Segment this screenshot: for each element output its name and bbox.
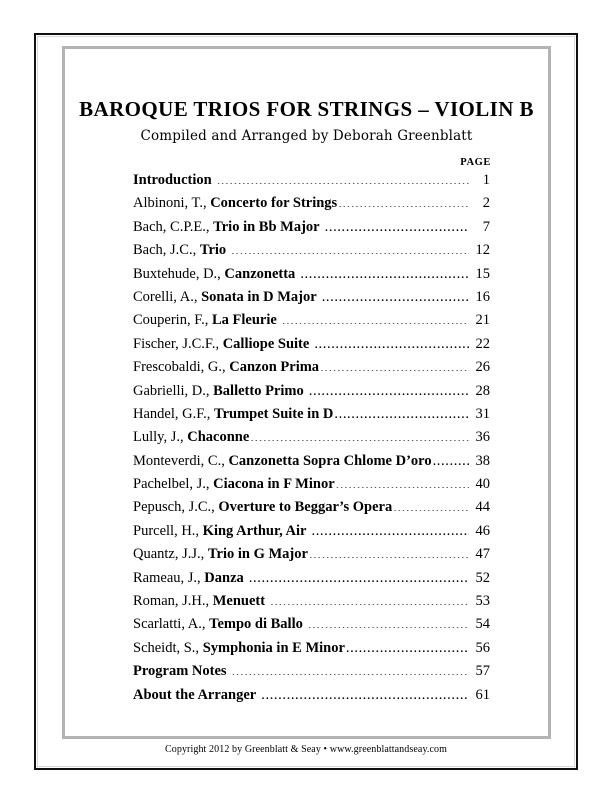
toc-dot-leader	[282, 310, 469, 325]
toc-entry-page-number: 2	[482, 195, 490, 212]
toc-entry[interactable]	[133, 473, 490, 496]
toc-dot-leader	[309, 544, 469, 559]
toc-entry-composer: Lully, J.,	[133, 429, 188, 446]
toc-entry-page-number: 57	[475, 663, 490, 680]
toc-dot-leader	[322, 286, 469, 301]
toc-entry-label	[133, 450, 432, 473]
page-subtitle: Compiled and Arranged by Deborah Greenblatt	[140, 128, 473, 145]
toc-entry-page-number: 53	[475, 593, 490, 610]
toc-entry-work: Trio	[199, 242, 227, 259]
toc-entry-page-number: 16	[475, 288, 490, 305]
toc-entry[interactable]	[133, 356, 490, 379]
toc-entry-work: Program Notes	[133, 663, 227, 680]
toc-entry-label	[133, 590, 269, 613]
toc-entry-page-number: 54	[475, 616, 490, 633]
page-title: BAROQUE TRIOS FOR STRINGS – VIOLIN B	[79, 97, 534, 121]
toc-entry-work: Trio in G Major	[207, 546, 308, 563]
title-block	[62, 98, 551, 144]
toc-entry[interactable]	[133, 263, 490, 286]
toc-entry-composer: Couperin, F.,	[133, 312, 212, 329]
toc-entry-label	[133, 380, 308, 403]
toc-dot-leader	[300, 263, 469, 278]
toc-entry-work: Tempo di Ballo	[209, 616, 303, 633]
toc-dot-leader	[231, 240, 469, 255]
toc-entry-page-number: 40	[475, 476, 490, 493]
toc-entry-page-number: 7	[482, 218, 490, 235]
toc-entry-page-number: 61	[475, 686, 490, 703]
toc-entry-composer: Quantz, J.J.,	[133, 546, 208, 563]
toc-entry[interactable]	[133, 426, 490, 449]
toc-entry-work: About the Arranger	[133, 686, 257, 703]
toc-entry-page-number: 12	[475, 242, 490, 259]
toc-entry-label	[133, 684, 260, 707]
toc-dot-leader	[270, 591, 469, 606]
toc-dot-leader	[249, 567, 469, 582]
toc-entry-work: Balletto Primo	[213, 382, 304, 399]
toc-entry-page-number: 38	[475, 452, 490, 469]
toc-entry[interactable]	[133, 496, 490, 519]
toc-entry-work: King Arthur, Air	[202, 522, 307, 539]
toc-entry-label	[133, 263, 299, 286]
toc-entry-work: Menuett	[212, 593, 266, 610]
toc-entry-label	[133, 286, 321, 309]
toc-entry-page-number: 36	[475, 429, 490, 446]
toc-entry[interactable]	[133, 286, 490, 309]
toc-entry-composer: Roman, J.H.,	[133, 593, 213, 610]
toc-entry-page-number: 47	[475, 546, 490, 563]
toc-dot-leader	[232, 661, 469, 676]
toc-entry-composer: Corelli, A.,	[133, 288, 202, 305]
page-column-header: PAGE	[460, 157, 491, 168]
toc-entry-page-number: 28	[475, 382, 490, 399]
toc-entry[interactable]	[133, 380, 490, 403]
toc-entry-composer: Fischer, J.C.F.,	[133, 335, 223, 352]
toc-entry-label	[133, 356, 319, 379]
toc-entry[interactable]	[133, 520, 490, 543]
toc-entry-composer: Frescobaldi, G.,	[133, 359, 230, 376]
toc-entry-work: Overture to Beggar’s Opera	[218, 499, 393, 516]
toc-entry-label	[133, 309, 281, 332]
toc-entry-composer: Bach, J.C.,	[133, 242, 200, 259]
toc-entry[interactable]	[133, 403, 490, 426]
toc-entry-label	[133, 613, 307, 636]
toc-entry-label	[133, 216, 324, 239]
toc-entry-composer: Scarlatti, A.,	[133, 616, 210, 633]
toc-dot-leader	[393, 497, 469, 512]
toc-entry[interactable]	[133, 613, 490, 636]
toc-entry-label	[133, 520, 310, 543]
toc-entry[interactable]	[133, 169, 490, 192]
toc-entry-label	[133, 496, 392, 519]
toc-entry[interactable]	[133, 192, 490, 215]
toc-entry-label	[133, 239, 230, 262]
toc-entry-composer: Handel, G.F.,	[133, 405, 214, 422]
toc-dot-leader	[338, 193, 469, 208]
toc-entry-work: Symphonia in E Minor	[202, 639, 345, 656]
toc-entry-page-number: 52	[475, 569, 490, 586]
toc-dot-leader	[325, 216, 469, 231]
toc-entry-work: Canzonetta	[224, 265, 296, 282]
toc-entry-label	[133, 192, 337, 215]
toc-dot-leader	[433, 450, 469, 465]
toc-entry-work: Ciacona in F Minor	[213, 476, 335, 493]
toc-dot-leader	[336, 474, 469, 489]
toc-entry[interactable]	[133, 590, 490, 613]
toc-entry-composer: Gabrielli, D.,	[133, 382, 214, 399]
toc-entry-label	[133, 660, 231, 683]
toc-entry-composer: Pachelbel, J.,	[133, 476, 214, 493]
toc-entry-page-number: 1	[482, 172, 490, 188]
toc-entry-page-number: 15	[475, 265, 490, 282]
toc-entry[interactable]	[133, 567, 490, 590]
toc-dot-leader	[346, 637, 469, 652]
toc-entry-composer: Buxtehude, D.,	[133, 265, 225, 282]
toc-dot-leader	[314, 333, 469, 348]
toc-dot-leader	[334, 403, 469, 418]
toc-entry-page-number: 31	[475, 405, 490, 422]
toc-entry-label	[133, 543, 308, 566]
toc-entry-work: Canzonetta Sopra Chlome D’oro	[228, 452, 432, 469]
toc-entry-composer: Scheidt, S.,	[133, 639, 203, 656]
toc-dot-leader	[320, 357, 469, 372]
toc-entry-composer: Rameau, J.,	[133, 569, 205, 586]
toc-dot-leader	[250, 427, 469, 442]
toc-entry-work: Concerto for Strings	[210, 195, 338, 212]
toc-entry-work: Danza	[204, 569, 244, 586]
toc-entry-composer: Bach, C.P.E.,	[133, 218, 214, 235]
toc-entry-label	[133, 637, 345, 660]
toc-entry-label	[133, 567, 248, 590]
toc-dot-leader	[261, 684, 469, 699]
toc-entry-page-number: 44	[475, 499, 490, 516]
toc-entry-page-number: 56	[475, 639, 490, 656]
toc-dot-leader	[309, 380, 469, 395]
toc-entry-label	[133, 333, 313, 356]
toc-entry[interactable]	[133, 543, 490, 566]
toc-entry-label	[133, 169, 216, 192]
toc-entry-work: Calliope Suite	[222, 335, 310, 352]
toc-entry-work: Sonata in D Major	[201, 288, 317, 305]
toc-entry[interactable]	[133, 239, 490, 262]
toc-entry-work: Trio in Bb Major	[213, 218, 320, 235]
toc-entry[interactable]	[133, 684, 490, 707]
table-of-contents	[133, 169, 490, 707]
toc-entry-label	[133, 426, 249, 449]
toc-entry-composer: Pepusch, J.C.,	[133, 499, 219, 516]
toc-entry-work: Introduction	[133, 172, 212, 188]
toc-entry[interactable]	[133, 637, 490, 660]
toc-entry-label	[133, 403, 333, 426]
toc-entry-page-number: 46	[475, 522, 490, 539]
toc-entry-page-number: 21	[475, 312, 490, 329]
toc-entry[interactable]	[133, 660, 490, 683]
toc-entry-work: Canzon Prima	[229, 359, 320, 376]
toc-entry-composer: Albinoni, T.,	[133, 195, 211, 212]
footer-copyright: Copyright 2012 by Greenblatt & Seay • www.greenblattandseay.com	[164, 744, 448, 755]
toc-entry-composer: Monteverdi, C.,	[133, 452, 229, 469]
toc-dot-leader	[217, 170, 469, 185]
toc-entry-composer: Purcell, H.,	[133, 522, 203, 539]
toc-entry-work: Trumpet Suite in D	[214, 405, 334, 422]
toc-entry[interactable]	[133, 333, 490, 356]
toc-entry[interactable]	[133, 450, 490, 473]
toc-entry[interactable]	[133, 216, 490, 239]
toc-entry-page-number: 22	[475, 335, 490, 352]
toc-dot-leader	[311, 520, 469, 535]
toc-entry-label	[133, 473, 335, 496]
toc-entry-work: Chaconne	[187, 429, 250, 446]
toc-entry-work: La Fleurie	[212, 312, 277, 329]
toc-entry-page-number: 26	[475, 359, 490, 376]
toc-entry[interactable]	[133, 309, 490, 332]
toc-dot-leader	[308, 614, 469, 629]
